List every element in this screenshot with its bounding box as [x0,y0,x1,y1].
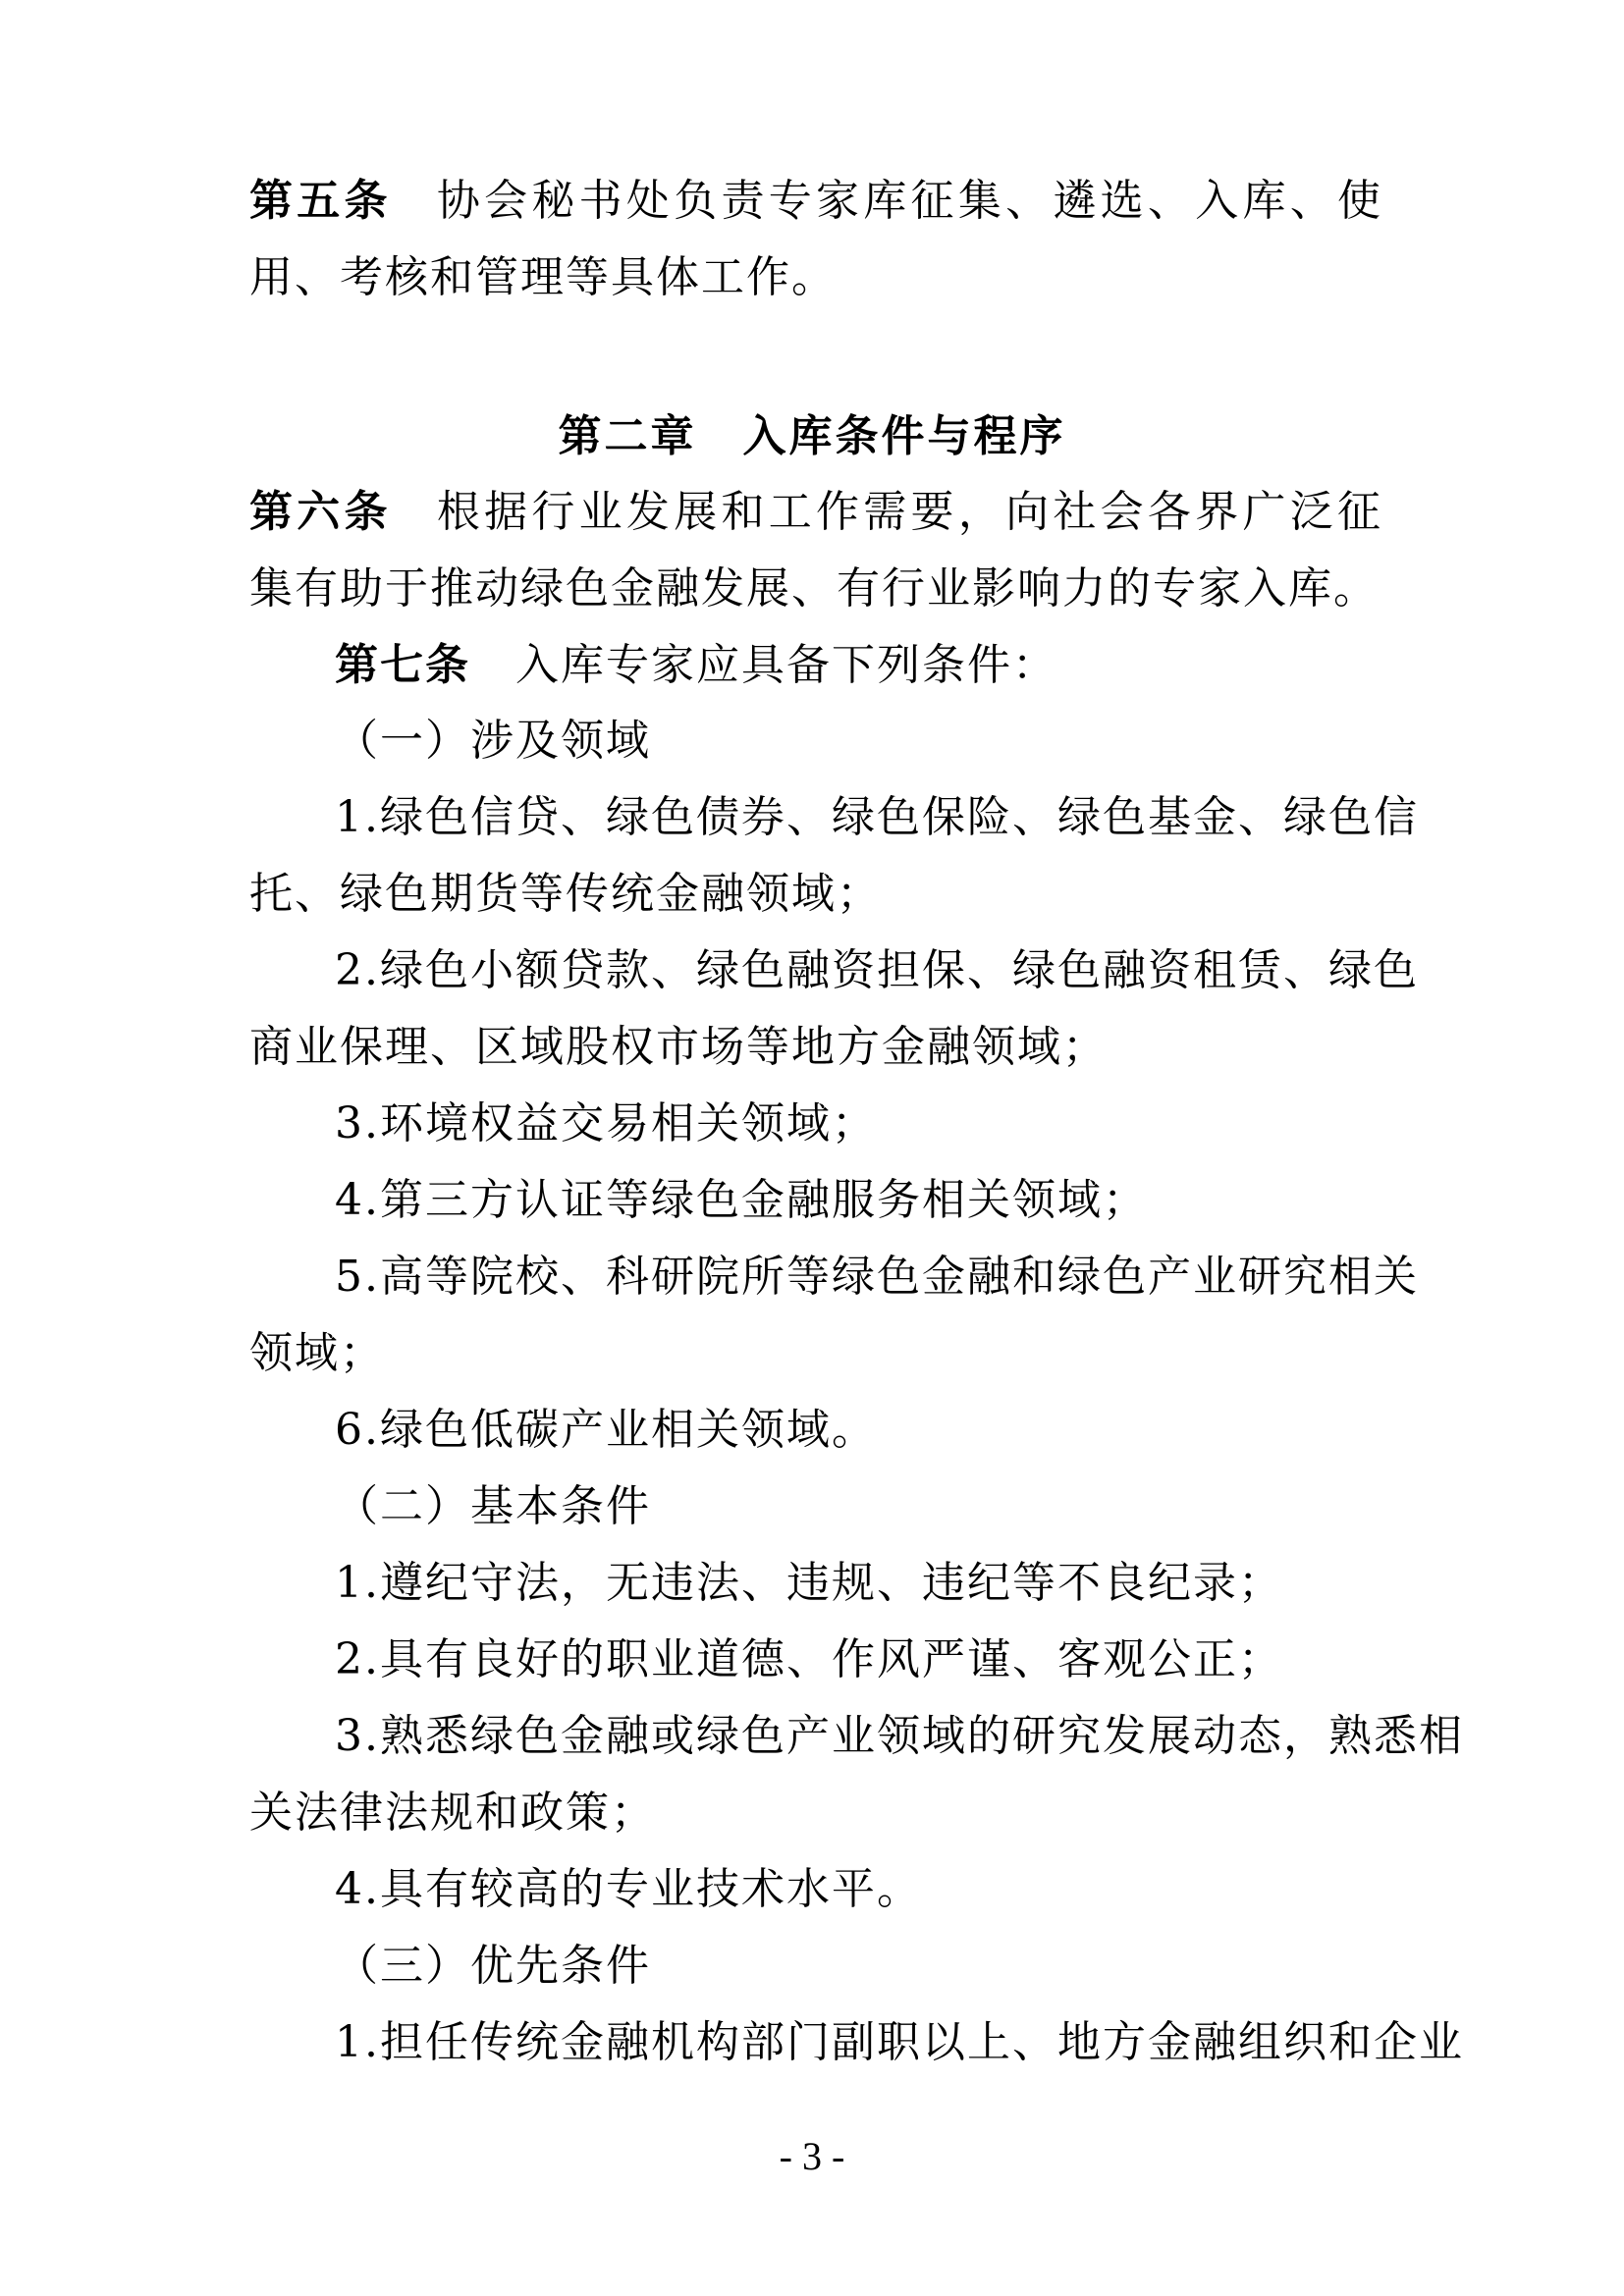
article7-label: 第七条 [335,640,470,690]
section1-item1-line1: 1.绿色信贷、绿色债券、绿色保险、绿色基金、绿色信 [335,792,1419,842]
article7-text-line1: 入库专家应具备下列条件： [515,640,1057,690]
section2-item3-line2: 关法律法规和政策； [249,1788,656,1838]
section2-title: （二）基本条件 [335,1481,651,1531]
section1-item1-line2: 托、绿色期货等传统金融领域； [249,869,882,919]
article6-line1 [249,483,1382,542]
article5-line1 [249,172,1382,231]
section3-item1-line1: 1.担任传统金融机构部门副职以上、地方金融组织和企业 [335,2017,1464,2067]
article6-label: 第六条 [249,487,392,537]
section1-item5-line2: 领域； [249,1328,385,1378]
section3-title: （三）优先条件 [335,1941,651,1991]
article7-line1 [335,636,1057,695]
article5-text-line1: 协会秘书处负责专家库征集、遴选、入库、使 [436,176,1383,226]
section1-item6: 6.绿色低碳产业相关领域。 [335,1405,877,1455]
section2-item1: 1.遵纪守法，无违法、违规、违纪等不良纪录； [335,1558,1283,1608]
chapter2-title: 第二章 入库条件与程序 [558,411,1066,461]
section1-item4: 4.第三方认证等绿色金融服务相关领域； [335,1175,1148,1225]
section1-title: （一）涉及领域 [335,716,651,766]
article6-text-line1: 根据行业发展和工作需要，向社会各界广泛征 [436,487,1383,537]
section1-item2-line1: 2.绿色小额贷款、绿色融资担保、绿色融资租赁、绿色 [335,945,1419,995]
page-number: - 3 - [779,2134,845,2178]
article6-line2: 集有助于推动绿色金融发展、有行业影响力的专家入库。 [249,563,1379,614]
section1-item3: 3.环境权益交易相关领域； [335,1098,877,1148]
article5-label: 第五条 [249,176,392,226]
section1-item5-line1: 5.高等院校、科研院所等绿色金融和绿色产业研究相关 [335,1252,1419,1302]
section2-item2: 2.具有良好的职业道德、作风严谨、客观公正； [335,1634,1283,1684]
article5-line2: 用、考核和管理等具体工作。 [249,252,837,302]
section2-item4: 4.具有较高的专业技术水平。 [335,1864,922,1914]
section2-item3-line1: 3.熟悉绿色金融或绿色产业领域的研究发展动态，熟悉相 [335,1711,1464,1761]
section1-item2-line2: 商业保理、区域股权市场等地方金融领域； [249,1022,1108,1072]
